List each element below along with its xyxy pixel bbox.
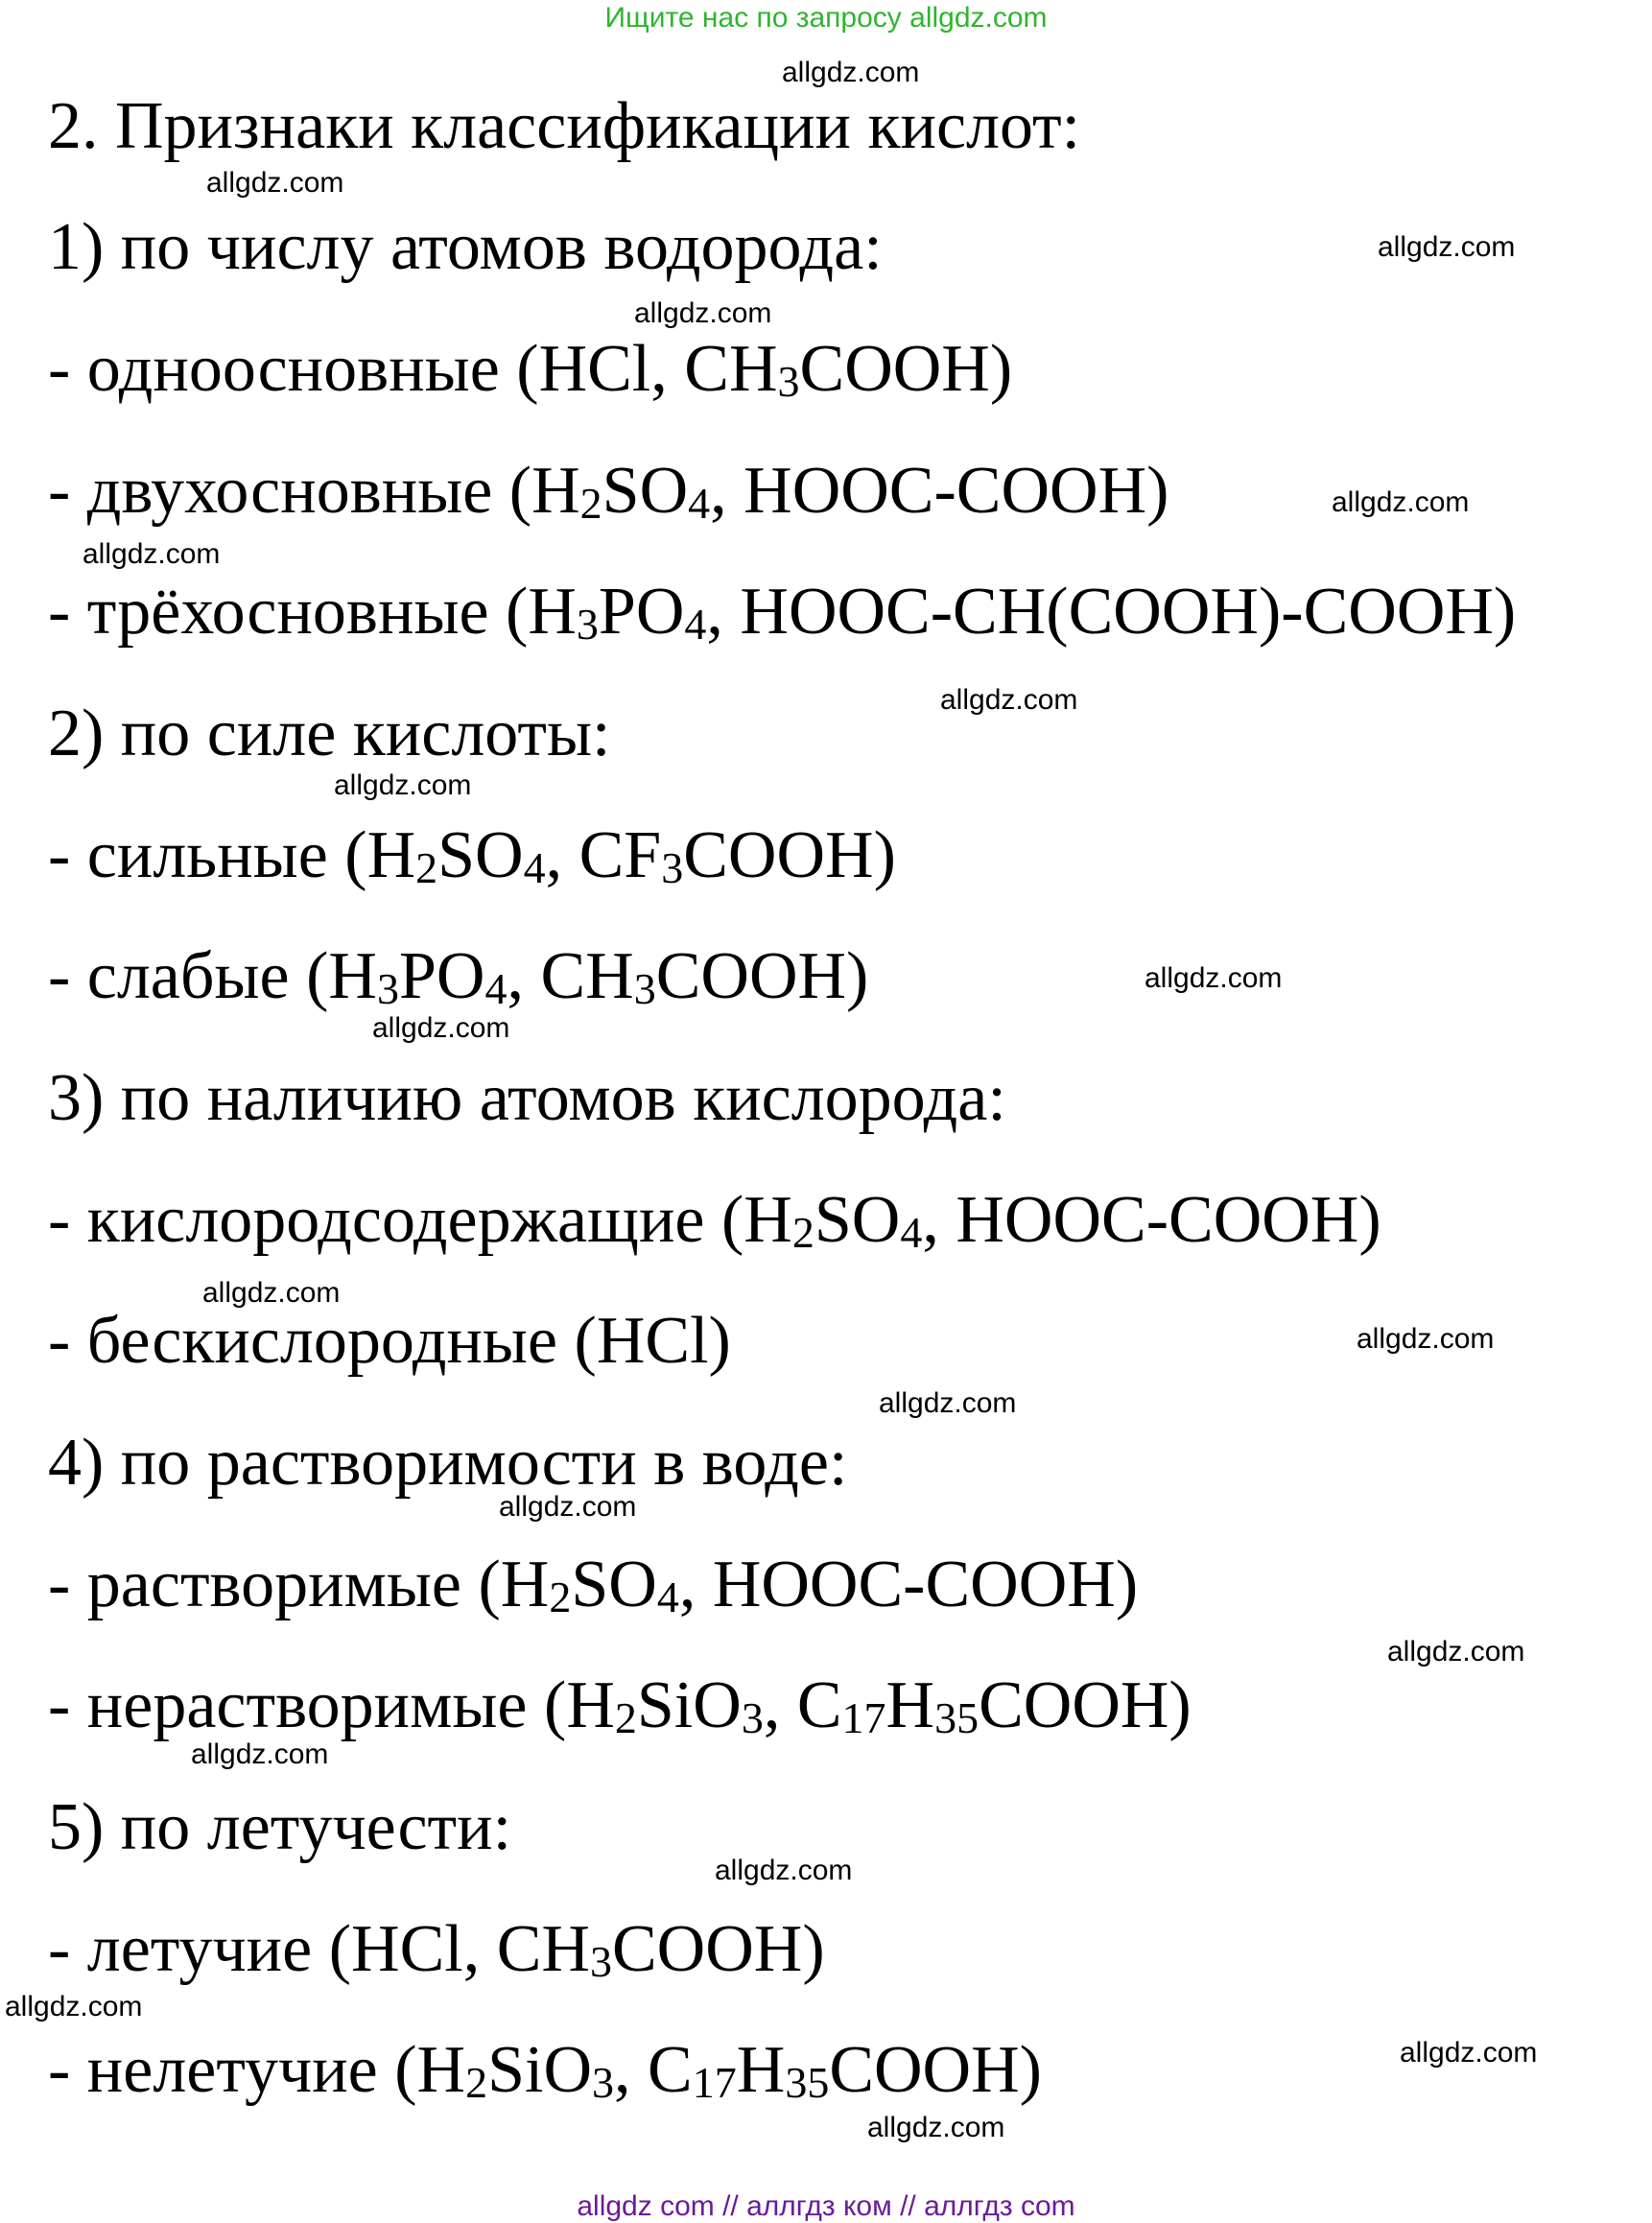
text-segment: H <box>885 1668 935 1742</box>
subheading-volatility <box>48 1789 511 1866</box>
list-item <box>48 331 1012 414</box>
text-segment: SO <box>814 1183 901 1257</box>
subscript: 2 <box>465 2057 488 2107</box>
subscript: 4 <box>523 842 546 892</box>
watermark: allgdz.com <box>191 1738 329 1770</box>
subscript: 4 <box>684 599 707 649</box>
text-segment: PO <box>398 939 485 1013</box>
text-segment: COOH) <box>683 818 896 892</box>
top-banner: Ищите нас по запросу allgdz.com <box>604 2 1048 34</box>
subheading-acid-strength <box>48 696 610 772</box>
watermark: allgdz.com <box>499 1491 637 1523</box>
text-segment: - трёхосновные (H <box>48 575 577 649</box>
watermark: allgdz.com <box>1378 231 1516 263</box>
text-segment: 4) по растворимости в воде: <box>48 1426 848 1500</box>
subscript: 2 <box>549 1572 572 1621</box>
text-segment: - бескислородные (HCl) <box>48 1304 731 1378</box>
text-segment: 2. Признаки классификации кислот: <box>48 89 1081 163</box>
watermark: allgdz.com <box>372 1012 510 1044</box>
text-segment: , HOOC-COOH) <box>678 1548 1139 1621</box>
subscript: 3 <box>592 2057 615 2107</box>
subscript: 4 <box>688 478 711 528</box>
subscript: 35 <box>785 2057 830 2107</box>
text-segment: COOH) <box>799 332 1013 406</box>
subscript: 17 <box>692 2057 737 2107</box>
text-segment: SO <box>437 818 524 892</box>
subscript: 2 <box>791 1207 814 1257</box>
list-item <box>48 2032 1042 2116</box>
watermark: allgdz.com <box>1357 1323 1495 1355</box>
list-item <box>48 1303 731 1380</box>
watermark: allgdz.com <box>879 1387 1017 1419</box>
text-segment: COOH) <box>829 2033 1042 2107</box>
list-item <box>48 938 868 1022</box>
subscript: 2 <box>579 478 602 528</box>
subheading-oxygen-presence <box>48 1060 1006 1137</box>
text-segment: COOH) <box>655 939 869 1013</box>
subscript: 35 <box>934 1692 979 1742</box>
subscript: 3 <box>376 963 399 1013</box>
list-item <box>48 574 1516 657</box>
watermark: allgdz.com <box>782 57 920 88</box>
footer-banner: allgdz com // аллгдз ком // аллгдз com <box>577 2190 1075 2222</box>
text-segment: SO <box>602 454 689 528</box>
subscript: 4 <box>656 1572 679 1621</box>
text-segment: SiO <box>636 1668 742 1742</box>
text-segment: - двухосновные (H <box>48 454 580 528</box>
watermark: allgdz.com <box>206 167 344 199</box>
text-segment: - одноосновные (HCl, CH <box>48 332 778 406</box>
subscript: 2 <box>614 1692 637 1742</box>
text-segment: 1) по числу атомов водорода: <box>48 210 883 284</box>
text-segment: - кислородсодержащие (H <box>48 1183 792 1257</box>
text-segment: , HOOC-COOH) <box>922 1183 1381 1257</box>
watermark: allgdz.com <box>1400 2037 1538 2069</box>
subscript: 17 <box>841 1692 886 1742</box>
subscript: 2 <box>415 842 438 892</box>
list-item <box>48 453 1168 536</box>
watermark: allgdz.com <box>1387 1636 1525 1667</box>
watermark: allgdz.com <box>334 769 472 801</box>
text-segment: , CF <box>545 818 662 892</box>
watermark: allgdz.com <box>867 2112 1005 2143</box>
text-segment: 3) по наличию атомов кислорода: <box>48 1061 1006 1135</box>
watermark: allgdz.com <box>634 297 772 329</box>
text-segment: , C <box>614 2033 693 2107</box>
watermark: allgdz.com <box>1332 486 1470 518</box>
text-segment: , C <box>763 1668 842 1742</box>
subscript: 4 <box>484 963 507 1013</box>
watermark: allgdz.com <box>1145 962 1283 994</box>
subscript: 3 <box>633 963 656 1013</box>
text-segment: 5) по летучести: <box>48 1790 512 1864</box>
watermark: allgdz.com <box>83 538 221 570</box>
text-segment: H <box>736 2033 786 2107</box>
subscript: 3 <box>777 356 800 406</box>
text-segment: , CH <box>507 939 634 1013</box>
text-segment: - нелетучие (H <box>48 2033 466 2107</box>
watermark: allgdz.com <box>202 1277 341 1309</box>
text-segment: , HOOC-COOH) <box>710 454 1169 528</box>
list-item <box>48 1911 825 1995</box>
text-segment: , HOOC-CH(COOH)-COOH) <box>706 575 1517 649</box>
subscript: 3 <box>741 1692 764 1742</box>
subheading-hydrogen-count <box>48 209 883 286</box>
text-segment: SiO <box>487 2033 593 2107</box>
text-segment: - сильные (H <box>48 818 416 892</box>
watermark: allgdz.com <box>715 1855 853 1886</box>
subscript: 3 <box>576 599 599 649</box>
subheading-solubility <box>48 1425 847 1502</box>
subscript: 3 <box>661 842 684 892</box>
text-segment: - слабые (H <box>48 939 377 1013</box>
list-item <box>48 1547 1138 1630</box>
text-segment: - растворимые (H <box>48 1548 550 1621</box>
watermark: allgdz.com <box>940 684 1078 716</box>
text-segment: COOH) <box>611 1912 825 1986</box>
text-segment: PO <box>598 575 685 649</box>
text-segment: - летучие (HCl, CH <box>48 1912 590 1986</box>
text-segment: SO <box>571 1548 657 1621</box>
list-item <box>48 1182 1381 1265</box>
text-segment: - нерастворимые (H <box>48 1668 615 1742</box>
text-segment: COOH) <box>979 1668 1192 1742</box>
subscript: 3 <box>589 1936 612 1986</box>
watermark: allgdz.com <box>5 1991 143 2022</box>
subscript: 4 <box>900 1207 923 1257</box>
list-item <box>48 817 896 901</box>
text-segment: 2) по силе кислоты: <box>48 697 611 770</box>
heading <box>48 88 1080 165</box>
